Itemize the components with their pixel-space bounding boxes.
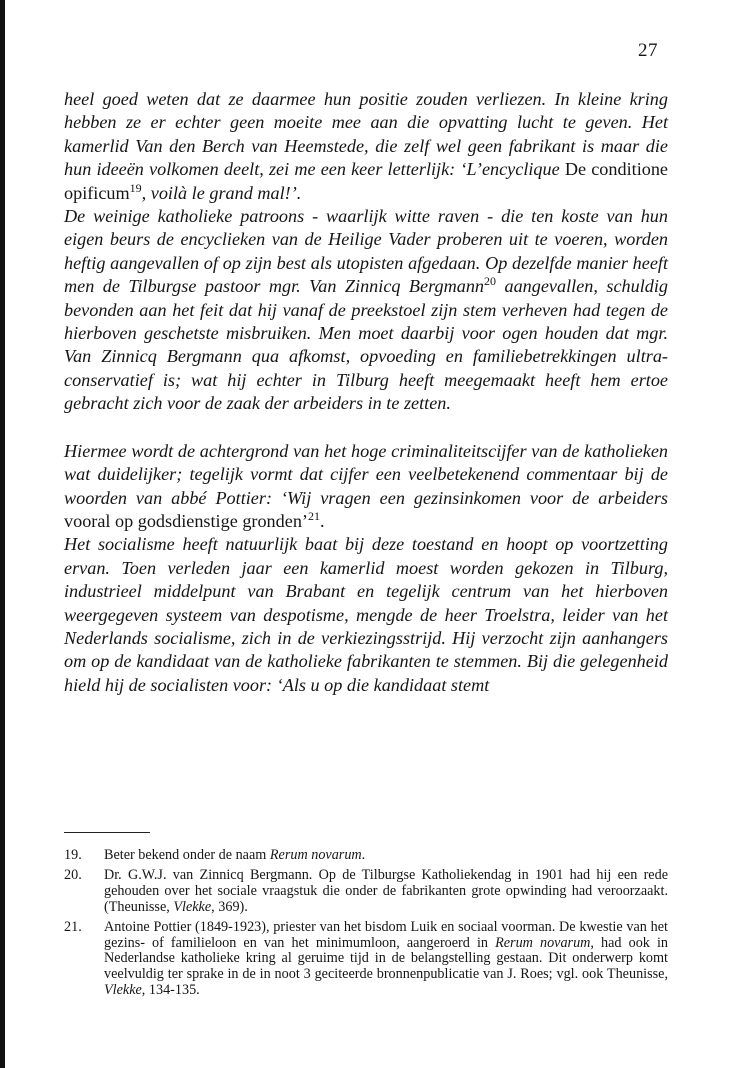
paragraph (64, 533, 668, 697)
text-segment: Vlekke (173, 898, 212, 915)
footnotes (64, 848, 668, 1003)
text-segment: Vlekke (104, 982, 142, 999)
text-segment: Hiermee wordt de achtergrond van het hoge criminaliteitscijfer van de katholieken wat duidelijker; tegelijk vormt dat cijfer een veelbetekenend commentaar bij de woorden van abbé Pottier: ‘Wij vragen een gezinsinkomen voor de arbeiders (64, 440, 668, 508)
body-text (64, 88, 668, 697)
footnote (64, 920, 668, 1000)
text-segment: Antoine Pottier (1849-1923), priester van het bisdom Luik en sociaal voorman. De kwestie van het gezins- of familieloon en van het minimumloon, aangeroerd in (104, 918, 668, 951)
page-number: 27 (638, 40, 658, 61)
footnote-number: 21. (64, 918, 82, 935)
text-segment: Het socialisme heeft natuurlijk baat bij deze toestand en hoopt op voortzetting ervan. Toen verleden jaar een kamerlid moest worden gekozen in Tilburg, industrieel middelpunt van Brabant en tegelijk centrum van het hierboven weergegeven systeem van despotisme, mengde de heer Troelstra, leider van het Nederlands socialisme, zich in de verkiezingsstrijd. Hij verzocht zijn aanhangers om op de kandidaat van de katholieke fabrikanten te stemmen. Bij die gelegenheid hield hij de socialisten voor: ‘Als u op die kandidaat stemt (64, 534, 668, 695)
text-segment: . (319, 510, 325, 531)
footnote-reference: 19 (129, 180, 142, 195)
text-segment: Beter bekend onder de naam (104, 847, 270, 863)
binding-edge (0, 0, 5, 1068)
footnote-number: 20. (64, 866, 82, 883)
footnote (64, 868, 668, 916)
footnote-text (104, 868, 668, 916)
text-segment: Dr. G.W.J. van Zinnicq Bergmann. Op de Tilburgse Katholiekendag in 1901 had hij een rede gehouden over het sociale vraagstuk die onder de fabrikanten grote opwinding had veroorzaakt. (Theunisse, (104, 866, 668, 915)
footnote-text (104, 848, 668, 864)
text-segment: aangevallen, schuldig bevonden aan het feit dat hij vanaf de preekstoel zijn stem verheven had tegen de hierboven geschetste misbruiken. Men moet daarbij voor ogen houden dat mgr. Van Zinnicq Bergmann qua afkomst, opvoeding en familiebetrekkingen ultra-conservatief is; wat hij echter in Tilburg heeft meegemaakt heeft hem ertoe gebracht zich voor de zaak der arbeiders in te zetten. (64, 276, 668, 414)
text-segment: . (361, 847, 366, 863)
footnote-number: 19. (64, 847, 82, 863)
text-segment: heel goed weten dat ze daarmee hun positie zouden verliezen. In kleine kring hebben ze er echter geen moeite mee aan die opvatting lucht te geven. Het kamerlid Van den Berch van Heemstede, die zelf wel geen fabrikant is maar die hun ideeën volkomen deelt, zei me een keer letterlijk: ‘L’encyclique (64, 89, 668, 180)
text-segment: , 369). (211, 898, 248, 915)
paragraph (64, 88, 668, 205)
text-segment: , had ook in Nederlandse katholieke kring al geruime tijd in de belangstelling gestaan. Dit onderwerp komt veelvuldig ter sprake in de in noot 3 geciteerde bronnenpublicatie van J. Roes; vgl. ook Theunisse, (104, 934, 668, 983)
footnote-reference: 21 (307, 508, 320, 523)
footnote-text (104, 920, 668, 1000)
footnote-separator (64, 832, 150, 833)
paragraph (64, 440, 668, 534)
text-segment: vooral op godsdienstige gronden’ (64, 510, 308, 531)
footnote (64, 848, 668, 864)
footnote-reference: 20 (484, 274, 497, 289)
text-segment: , 134-135. (141, 982, 200, 999)
paragraph (64, 205, 668, 416)
text-segment: De conditione opificum (64, 159, 669, 203)
text-segment: , voilà le grand mal!’. (141, 182, 302, 203)
text-segment: Rerum novarum (269, 847, 362, 863)
text-segment: De weinige katholieke patroons - waarlijk witte raven - die ten koste van hun eigen beurs de encyclieken van de Heilige Vader proberen uit te voeren, worden heftig aangevallen of op zijn best als utopisten afgedaan. Op dezelfde manier heeft men de Tilburgse pastoor mgr. Van Zinnicq Bergmann (64, 206, 668, 297)
text-segment: Rerum novarum (495, 934, 591, 951)
